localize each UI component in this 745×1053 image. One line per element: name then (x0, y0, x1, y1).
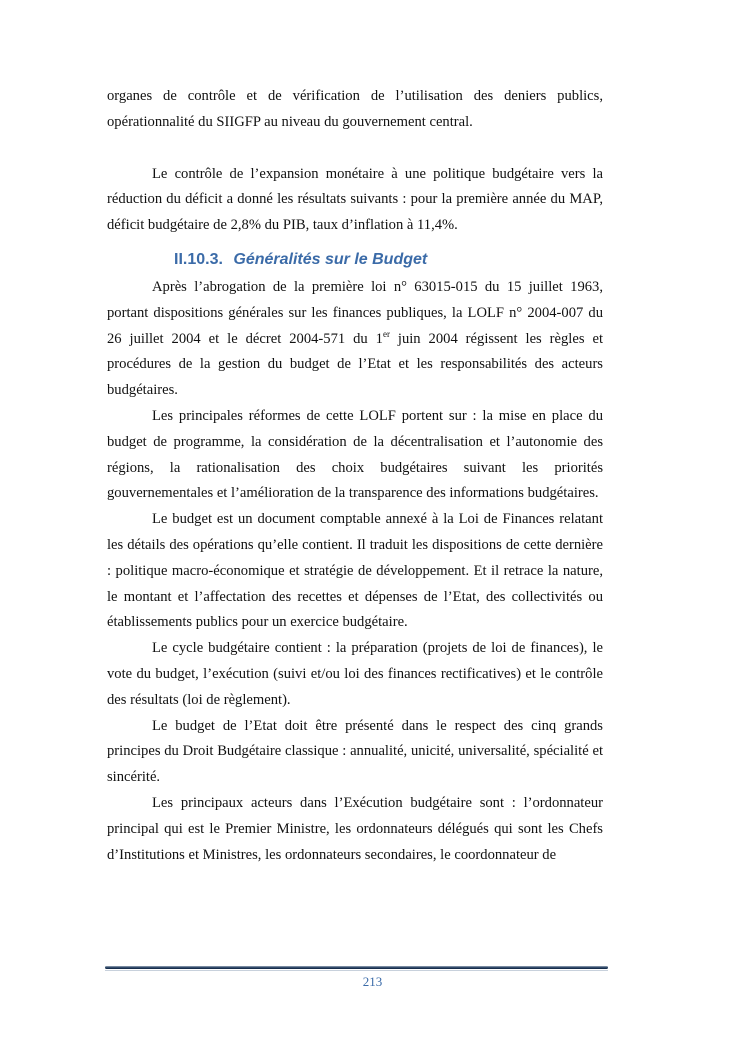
section-title: Généralités sur le Budget (233, 250, 428, 268)
document-body (107, 84, 603, 868)
footer-divider (105, 966, 608, 969)
paragraph-principes: Le budget de l’Etat doit être présenté dans le respect des cinq grands principes du Droit Budgétaire classique : annualité, unicité, universalité, spécialité et sincérité. (107, 717, 603, 786)
superscript-er: er (382, 328, 390, 339)
section-number: II.10.3. (174, 250, 223, 268)
paragraph-reformes: Les principales réformes de cette LOLF portent sur : la mise en place du budget de programme, la considération de la décentralisation et l’autonomie des régions, la rationalisation des choix budgétaires suivant les priorités gouvernementales et l’amélioration de la transparence des informations budgétaires. (107, 407, 603, 502)
paragraph-expansion-monetaire: Le contrôle de l’expansion monétaire à une politique budgétaire vers la réduction du déficit a donné les résultats suivants : pour la première année du MAP, déficit budgétaire de 2,8% du PIB, taux d’inflation à 11,4%. (107, 165, 603, 234)
page-number: 213 (362, 974, 383, 989)
paragraph-acteurs: Les principaux acteurs dans l’Exécution budgétaire sont : l’ordonnateur principal qui est le Premier Ministre, les ordonnateurs délégués qui sont les Chefs d’Institutions et Ministres, les ordonnateurs secondaires, le coordonnateur de (107, 794, 603, 863)
section-heading (107, 245, 603, 275)
paragraph-budget-definition: Le budget est un document comptable annexé à la Loi de Finances relatant les détails des opérations qu’elle contient. Il traduit les dispositions de cette dernière : politique macro-économique et stratégie de développement. Et il retrace la nature, le montant et l’affectation des recettes et dépenses de l’Etat, des collectivités ou établissements publics pour un exercice budgétaire. (107, 511, 603, 631)
paragraph-cycle-budgetaire: Le cycle budgétaire contient : la préparation (projets de loi de finances), le vote du budget, l’exécution (suivi et/ou loi des finances rectificatives) et le contrôle des résultats (loi de règlement). (107, 640, 603, 708)
paragraph-lolf-part-a: Après l’abrogation de la première loi n° 63015-015 du 15 juillet 1963, portant dispositions générales sur les finances publiques, la LOLF n° 2004-007 du 26 juillet 2004 et le décret 2004-571 du 1 (107, 278, 603, 347)
paragraph-organes: organes de contrôle et de vérification de l’utilisation des deniers publics, opérationnalité du SIIGFP au niveau du gouvernement central. (107, 88, 603, 130)
paragraph-lolf-part-b: juin 2004 régissent les règles et procédures de la gestion du budget de l’Etat et les responsabilités des acteurs budgétaires. (107, 330, 603, 399)
footer-divider-shadow (105, 970, 608, 971)
paragraph-lolf (107, 275, 603, 404)
paragraph-gap (107, 136, 603, 162)
